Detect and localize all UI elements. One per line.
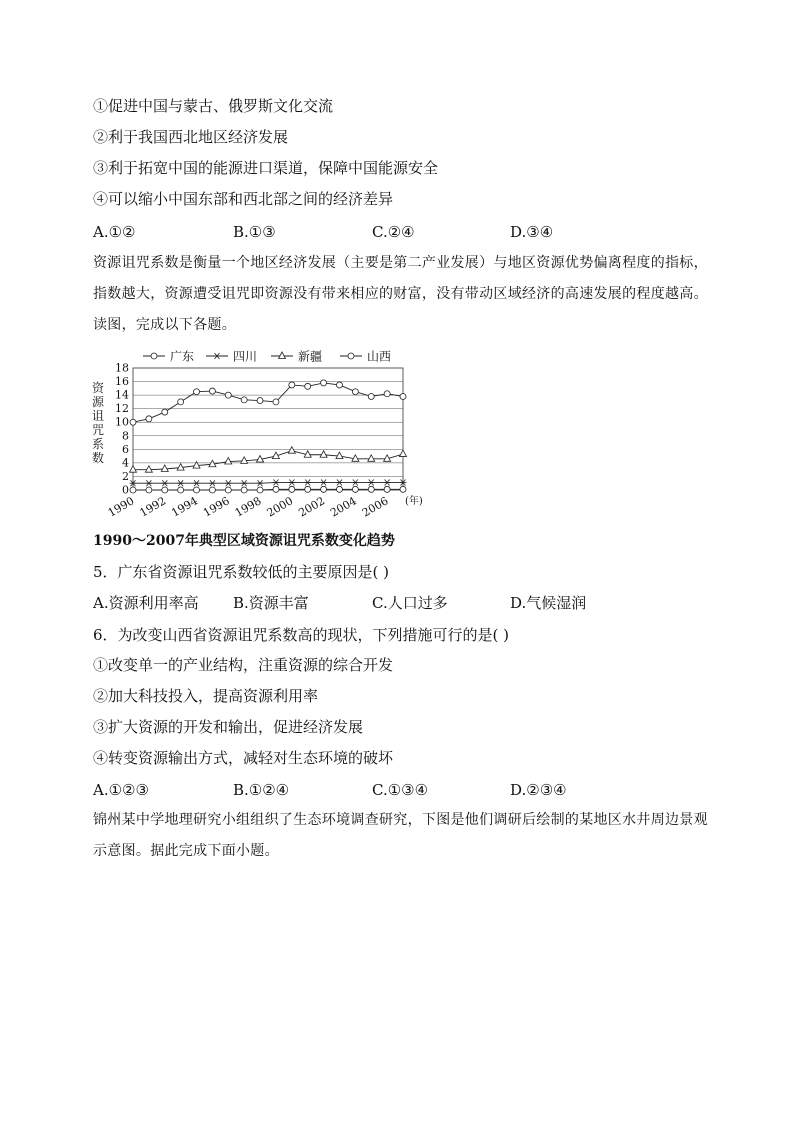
data-point	[257, 398, 263, 404]
data-point	[241, 480, 248, 486]
data-point	[320, 451, 327, 458]
q6-option-d: D.②③④	[510, 781, 567, 799]
y-tick-label: 6	[122, 442, 129, 456]
series-line-山西	[133, 383, 403, 422]
data-point	[384, 480, 391, 486]
data-point	[225, 487, 231, 493]
data-point	[273, 486, 279, 492]
x-tick-label: 2002	[296, 494, 328, 520]
data-point	[225, 392, 231, 398]
data-point	[321, 486, 327, 492]
y-tick-label: 14	[115, 388, 129, 402]
y-tick-label: 2	[122, 469, 129, 483]
legend-label: 新疆	[298, 349, 323, 364]
data-point	[209, 480, 216, 486]
legend-label: 广东	[170, 349, 195, 364]
q5-option-b: B.资源丰富	[233, 594, 309, 612]
data-point	[178, 487, 184, 493]
q5-option-c: C.人口过多	[372, 594, 448, 612]
passage-resource-curse: 资源诅咒系数是衡量一个地区经济发展（主要是第二产业发展）与地区资源优势偏离程度的指标，指数越大，资源遭受诅咒即资源没有带来相应的财富，没有带动区域经济的高速发展的程度越高。读图，完成以下各题。	[93, 255, 708, 333]
data-point	[161, 465, 168, 472]
data-point	[400, 450, 407, 457]
q6-option-c: C.①③④	[372, 781, 429, 799]
y-axis-label-char: 咒	[91, 423, 105, 437]
x-tick-label: 1998	[232, 494, 264, 520]
statement-1: ①促进中国与蒙古、俄罗斯文化交流	[93, 97, 334, 115]
data-point	[288, 447, 295, 454]
data-point	[193, 462, 200, 469]
data-point	[225, 458, 232, 465]
y-axis-label-char: 源	[91, 395, 105, 409]
legend-label: 四川	[233, 349, 258, 364]
data-point	[400, 393, 406, 399]
data-point	[241, 487, 247, 493]
data-point	[194, 389, 200, 395]
data-point	[241, 457, 248, 464]
data-point	[178, 399, 184, 405]
x-axis-label: (年)	[405, 496, 423, 507]
data-point	[400, 486, 406, 492]
q4-option-a: A.①②	[93, 223, 136, 241]
data-point	[289, 382, 295, 388]
data-point	[161, 480, 168, 486]
q6-stem: 6．为改变山西省资源诅咒系数高的现状，下列措施可行的是( )	[93, 626, 510, 644]
data-point	[348, 353, 354, 359]
data-point	[288, 480, 295, 486]
q5-stem: 5．广东省资源诅咒系数较低的主要原因是( )	[93, 563, 390, 581]
data-point	[304, 480, 311, 486]
data-point	[368, 393, 374, 399]
data-point	[279, 352, 286, 359]
data-point	[130, 419, 136, 425]
data-point	[209, 487, 215, 493]
data-point	[305, 486, 311, 492]
data-point	[209, 388, 215, 394]
x-tick-label: 2000	[264, 494, 296, 520]
data-point	[352, 486, 358, 492]
q5-option-a: A.资源利用率高	[93, 594, 199, 612]
data-point	[336, 480, 343, 486]
q6-option-a: A.①②③	[93, 781, 149, 799]
x-tick-label: 1990	[105, 494, 137, 520]
y-tick-label: 16	[115, 375, 129, 389]
x-tick-label: 1994	[169, 494, 201, 520]
data-point	[368, 486, 374, 492]
legend-label: 山西	[367, 349, 392, 364]
data-point	[130, 466, 137, 473]
q4-option-c: C.②④	[372, 223, 415, 241]
data-point	[384, 486, 390, 492]
data-point	[352, 389, 358, 395]
data-point	[146, 487, 152, 493]
y-tick-label: 4	[122, 456, 129, 470]
data-point	[273, 399, 279, 405]
y-axis-label-char: 诅	[91, 409, 105, 423]
statement-4: ④可以缩小中国东部和西北部之间的经济差异	[93, 190, 394, 208]
q6-statement-4: ④转变资源输出方式，减轻对生态环境的破坏	[93, 749, 394, 767]
data-point	[272, 480, 279, 486]
y-axis-label-char: 资	[91, 381, 105, 395]
q4-option-b: B.①③	[233, 223, 276, 241]
q6-statement-3: ③扩大资源的开发和输出，促进经济发展	[93, 718, 364, 736]
statement-2: ②利于我国西北地区经济发展	[93, 128, 289, 146]
y-tick-label: 10	[115, 415, 129, 429]
data-point	[193, 480, 200, 486]
y-axis-label-char: 数	[91, 451, 105, 465]
passage-well-survey: 锦州某中学地理研究小组组织了生态环境调查研究，下图是他们调研后绘制的某地区水井周边景观示意图。据此完成下面小题。	[93, 812, 708, 859]
data-point	[336, 382, 342, 388]
data-point	[214, 353, 221, 359]
q6-statement-1: ①改变单一的产业结构，注重资源的综合开发	[93, 656, 394, 674]
series-line-四川	[133, 483, 403, 484]
data-point	[162, 409, 168, 415]
q5-option-d: D.气候湿润	[510, 594, 587, 612]
data-point	[305, 383, 311, 389]
data-point	[151, 353, 157, 359]
resource-curse-chart	[88, 345, 423, 525]
y-tick-label: 18	[115, 361, 129, 375]
x-tick-label: 1992	[137, 494, 169, 520]
y-tick-label: 0	[122, 483, 129, 497]
plot-frame	[133, 368, 403, 490]
q6-statement-2: ②加大科技投入，提高资源利用率	[93, 687, 319, 705]
x-tick-label: 1996	[201, 494, 232, 520]
y-tick-label: 8	[122, 429, 129, 443]
data-point	[257, 480, 264, 486]
x-tick-label: 2006	[359, 494, 391, 520]
data-point	[352, 480, 359, 486]
data-point	[145, 466, 152, 473]
y-axis-label-char: 系	[91, 437, 105, 451]
data-point	[320, 480, 327, 486]
data-point	[336, 452, 343, 459]
data-point	[336, 486, 342, 492]
data-point	[384, 391, 390, 397]
x-tick-label: 2004	[328, 494, 359, 520]
data-point	[146, 416, 152, 422]
data-point	[225, 480, 232, 486]
data-point	[177, 480, 184, 486]
data-point	[194, 487, 200, 493]
data-point	[130, 487, 136, 493]
q6-option-b: B.①②④	[233, 781, 290, 799]
data-point	[162, 487, 168, 493]
data-point	[321, 380, 327, 386]
data-point	[145, 480, 152, 486]
statement-3: ③利于拓宽中国的能源进口渠道，保障中国能源安全	[93, 159, 439, 177]
y-tick-label: 12	[115, 402, 129, 416]
data-point	[289, 486, 295, 492]
q4-option-d: D.③④	[510, 223, 554, 241]
data-point	[241, 397, 247, 403]
data-point	[368, 480, 375, 486]
series-line-新疆	[133, 451, 403, 470]
data-point	[257, 487, 263, 493]
chart-caption: 1990～2007年典型区域资源诅咒系数变化趋势	[93, 533, 395, 549]
data-point	[368, 455, 375, 462]
